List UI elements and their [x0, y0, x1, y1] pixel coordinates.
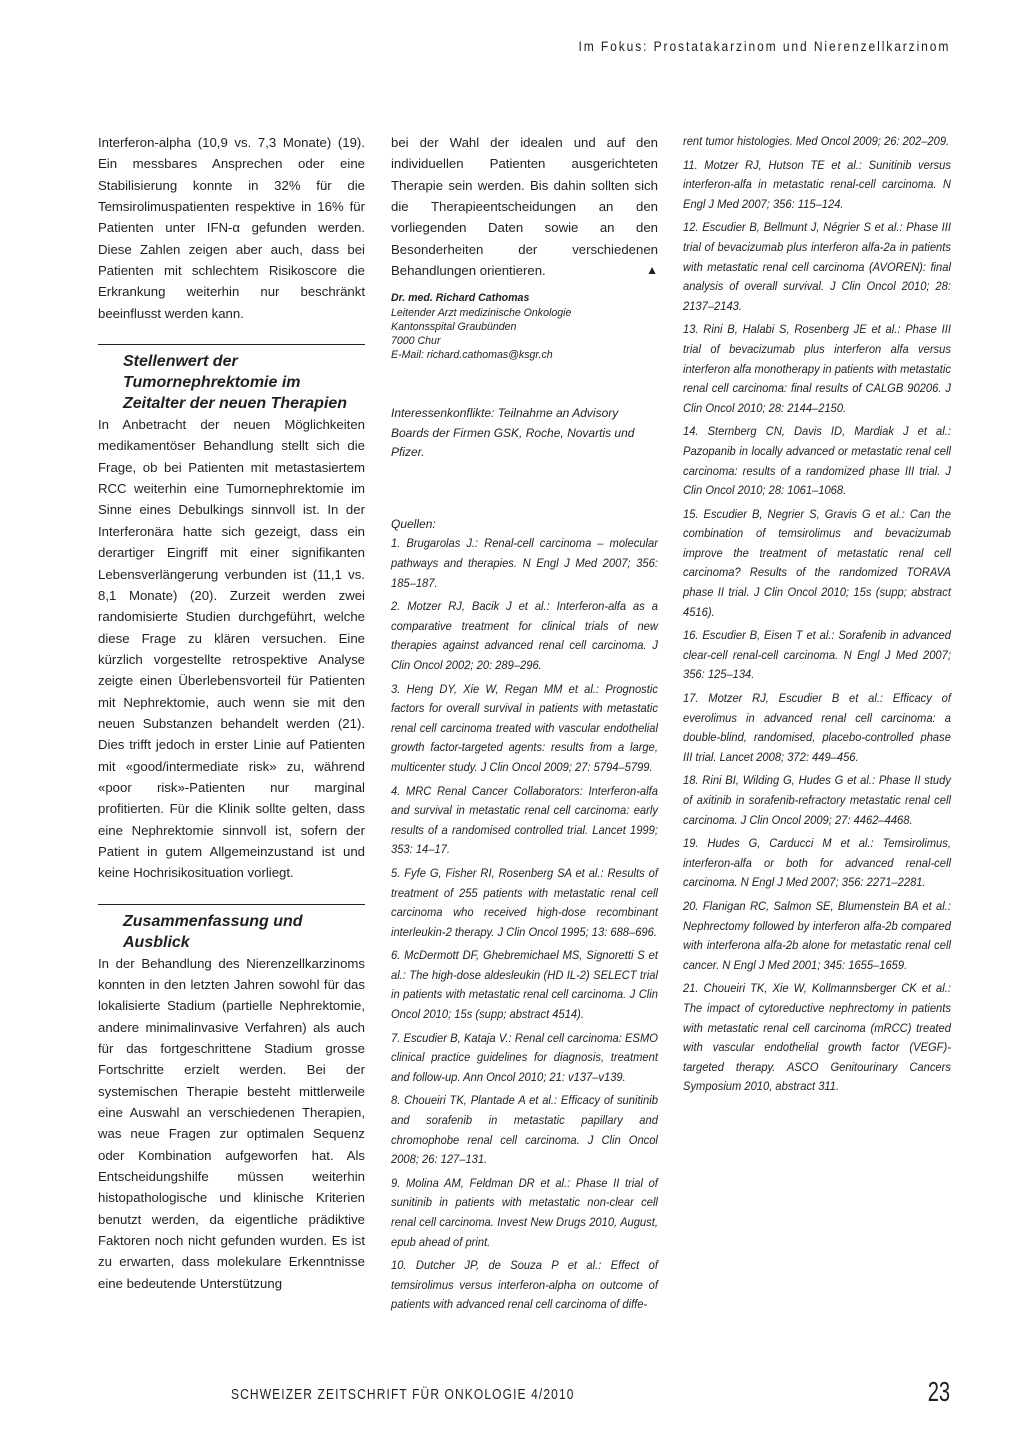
- author-city: 7000 Chur: [391, 335, 441, 348]
- author-institution: Kantonsspital Graubünden: [391, 320, 517, 333]
- section-heading-nephrectomy: Stellenwert der Tumornephrektomie im Zeitalter der neuen Therapien: [123, 353, 348, 413]
- section-divider: [98, 904, 365, 905]
- reference-item: 10. Dutcher JP, de Souza P et al.: Effect of temsirolimus versus interferon-alpha on outcome of patients with advanced renal cell carcinoma of diffe-: [391, 1258, 658, 1312]
- sources-label: Quellen:: [391, 516, 436, 531]
- reference-item: 15. Escudier B, Negrier S, Gravis G et al.: Can the combination of temsirolimus and bevacizumab improve the treatment of metastatic renal cell carcinoma? Results of the randomized TORAVA phase II trial. J Clin Oncol 2010; 15s (supp; abstract 4516).: [683, 506, 951, 619]
- reference-item: 3. Heng DY, Xie W, Regan MM et al.: Prognostic factors for overall survival in patients with metastatic renal cell carcinoma treated with vascular endothelial growth factor-targeted agents: results from a large, multicenter study. J Clin Oncol 2009; 27: 5794–5799.: [391, 681, 658, 774]
- column-2: [391, 132, 658, 1319]
- author-name: Dr. med. Richard Cathomas: [391, 292, 530, 305]
- reference-item: 14. Sternberg CN, Davis ID, Mardiak J et al.: Pazopanib in locally advanced or metastatic renal cell carcinoma: results of a randomized phase III trial. J Clin Oncol 2010; 28: 1061–1068.: [683, 424, 951, 498]
- reference-item: rent tumor histologies. Med Oncol 2009; 26: 202–209.: [683, 134, 950, 148]
- reference-item: 9. Molina AM, Feldman DR et al.: Phase II trial of sunitinib in patients with metastatic non-clear cell renal cell carcinoma. Invest New Drugs 2010, August, epub ahead of print.: [391, 1175, 658, 1249]
- reference-item: 8. Choueiri TK, Plantade A et al.: Efficacy of sunitinib and sorafenib in metastatic papillary and chromophobe renal cell carcinoma. J Clin Oncol 2008; 26: 127–131.: [391, 1093, 658, 1167]
- column-1: [98, 132, 365, 1294]
- reference-item: 20. Flanigan RC, Salmon SE, Blumenstein BA et al.: Nephrectomy followed by interferon alfa-2b compared with interferona alfa-2b alone for metastatic renal cell cancer. N Engl J Med 2001; 345: 1655–1659.: [683, 898, 951, 972]
- reference-item: 17. Motzer RJ, Escudier B et al.: Efficacy of everolimus in advanced renal cell carcinoma: a double-blind, randomised, placebo-controlled phase III trial. Lancet 2008; 372: 449–456.: [683, 691, 951, 764]
- reference-item: 19. Hudes G, Carducci M et al.: Temsirolimus, interferon-alfa or both for advanced renal-cell carcinoma. N Engl J Med 2007; 356: 2271–2281.: [683, 836, 951, 890]
- reference-item: 12. Escudier B, Bellmunt J, Négrier S et al.: Phase III trial of bevacizumab plus interferon alfa-2a in patients with metastatic renal cell carcinoma (AVOREN): final analysis of overall survival. J Clin Oncol 2010; 28: 2137–2143.: [683, 220, 951, 313]
- reference-item: 18. Rini BI, Wilding G, Hudes G et al.: Phase II study of axitinib in sorafenib-refractory metastatic renal cell carcinoma. J Clin Oncol 2009; 27: 4462–4468.: [683, 773, 951, 827]
- footer-journal-title: SCHWEIZER ZEITSCHRIFT FÜR ONKOLOGIE 4/2010: [231, 1386, 575, 1403]
- reference-item: 21. Choueiri TK, Xie W, Kollmannsberger CK et al.: The impact of cytoreductive nephrectomy in patients with metastatic renal cell carcinoma (mRCC) treated with vascular endothelial growth factor (VEGF)-targeted therapy. ASCO Genitourinary Cancers Symposium 2010, abstract 311.: [683, 981, 951, 1094]
- reference-item: 7. Escudier B, Kataja V.: Renal cell carcinoma: ESMO clinical practice guidelines for diagnosis, treatment and follow-up. Ann Oncol 2010; 21: v137–v139.: [391, 1030, 658, 1084]
- reference-item: 16. Escudier B, Eisen T et al.: Sorafenib in advanced clear-cell renal-cell carcinoma. N Engl J Med 2007; 356: 125–134.: [683, 628, 951, 682]
- reference-item: 4. MRC Renal Cancer Collaborators: Interferon-alfa and survival in metastatic renal cell carcinoma: early results of a randomised controlled trial. Lancet 1999; 353: 14–17.: [391, 783, 658, 857]
- references-list: [391, 534, 658, 1315]
- author-email: E-Mail: richard.cathomas@ksgr.ch: [391, 349, 553, 362]
- reference-item: 6. McDermott DF, Ghebremichael MS, Signoretti S et al.: The high-dose aldesleukin (HD IL-2) SELECT trial in patients with metastatic renal cell carcinoma. J Clin Oncol 2010; 15s (supp; abstract 4514).: [391, 948, 658, 1022]
- reference-item: 1. Brugarolas J.: Renal-cell carcinoma – molecular pathways and therapies. N Engl J Med 2007; 356: 185–187.: [391, 536, 658, 590]
- continuation-paragraph: [391, 132, 658, 281]
- running-header: Im Fokus: Prostatakarzinom und Nierenzellkarzinom: [578, 38, 950, 54]
- section-divider: [98, 344, 365, 345]
- reference-item: 13. Rini B, Halabi S, Rosenberg JE et al.: Phase III trial of bevacizumab plus interferon alfa versus interferon alfa monotherapy in patients with metastatic renal cell carcinoma: final results of CALGB 90206. J Clin Oncol 2010; 28: 2144–2150.: [683, 322, 951, 415]
- continuation-text: bei der Wahl der idealen und auf den individuellen Patienten ausgerichteten Therapie sein werden. Bis dahin sollten sich die Therapieentscheidungen an den vorliegenden Daten sowie an den Besonderheiten der verschiedenen Behandlungen orientieren.: [391, 135, 658, 279]
- author-role: Leitender Arzt medizinische Onkologie: [391, 306, 572, 319]
- nephrectomy-paragraph: In Anbetracht der neuen Möglichkeiten medikamentöser Behandlung stellt sich die Frage, ob bei Patienten mit metastasiertem RCC weiterhin eine Tumornephrektomie im Sinne eines Debulkings sinnvoll ist. In der Interferonära hatte sich gezeigt, dass ein derartiger Eingriff mit einer signifikanten Lebensverlängerung verbunden ist (11,1 vs. 8,1 Monate) (20). Zurzeit werden zwei randomisierte Studien durchgeführt, welche diese Frage zu klären versuchen. Eine kürzlich vorgestellte retrospektive Analyse zeigte einen Überlebensvorteil für Patienten mit Nephrektomie, auch wenn sie mit den neuen Substanzen behandelt werden (21). Dies trifft jedoch in erster Linie auf Patienten mit «good/intermediate risk» zu, während «poor risk»-Patienten nur marginal profitierten. Für die Klinik sollte gelten, dass eine Nephrektomie sinnvoll ist, sofern der Patient in gutem Allgemeinzustand ist und keine Hochrisikosituation vorliegt.: [98, 417, 365, 881]
- reference-item: 2. Motzer RJ, Bacik J et al.: Interferon-alfa as a comparative treatment for clinical trials of new therapies against advanced renal cell carcinoma. J Clin Oncol 2002; 20: 289–296.: [391, 599, 658, 672]
- section-heading-summary: Zusammenfassung und Ausblick: [123, 912, 303, 951]
- reference-item: 5. Fyfe G, Fisher RI, Rosenberg SA et al.: Results of treatment of 255 patients with metastatic renal cell carcinoma who received high-dose recombinant interleukin-2 therapy. J Clin Oncol 1995; 13: 688–696.: [391, 865, 658, 939]
- conflict-of-interest: Interessenkonflikte: Teilnahme an Advisory Boards der Firmen GSK, Roche, Novartis und Pfizer.: [391, 406, 635, 460]
- end-of-article-mark: ▲: [646, 263, 658, 278]
- summary-paragraph: In der Behandlung des Nierenzellkarzinoms konnten in den letzten Jahren sowohl für das lokalisierte Stadium (partielle Nephrektomie, andere minimalinvasive Verfahren) als auch für das fortgeschrittene Stadium grosse Fortschritte erzielt werden. Bei der systemischen Therapie besteht mittlerweile eine Auswahl an verschiedenen Therapien, was neue Fragen zur optimalen Sequenz oder Kombination aufgeworfen hat. Als Entscheidungshilfe müssen weiterhin histopathologische und klinische Kriterien benutzt werden, da eigentliche prädiktive Faktoren noch nicht gefunden wurden. Es ist zu erwarten, dass molekulare Erkenntnisse eine bedeutende Unterstützung: [98, 955, 365, 1291]
- intro-paragraph: Interferon-alpha (10,9 vs. 7,3 Monate) (19). Ein messbares Ansprechen oder eine Stabilisierung konnte in 32% für die Temsirolimuspatienten respektive in 16% für Patienten unter IFN-α gefunden werden. Diese Zahlen zeigen aber auch, dass bei Patienten mit schlechtem Risikoscore die Erkrankung weiterhin nur beschränkt beeinflusst werden kann.: [98, 135, 365, 321]
- reference-item: 11. Motzer RJ, Hutson TE et al.: Sunitinib versus interferon-alfa in metastatic renal-cell carcinoma. N Engl J Med 2007; 356: 115–124.: [683, 157, 951, 211]
- author-block: [391, 291, 658, 362]
- page-number: 23: [927, 1376, 950, 1407]
- column-3-references: [683, 132, 951, 1101]
